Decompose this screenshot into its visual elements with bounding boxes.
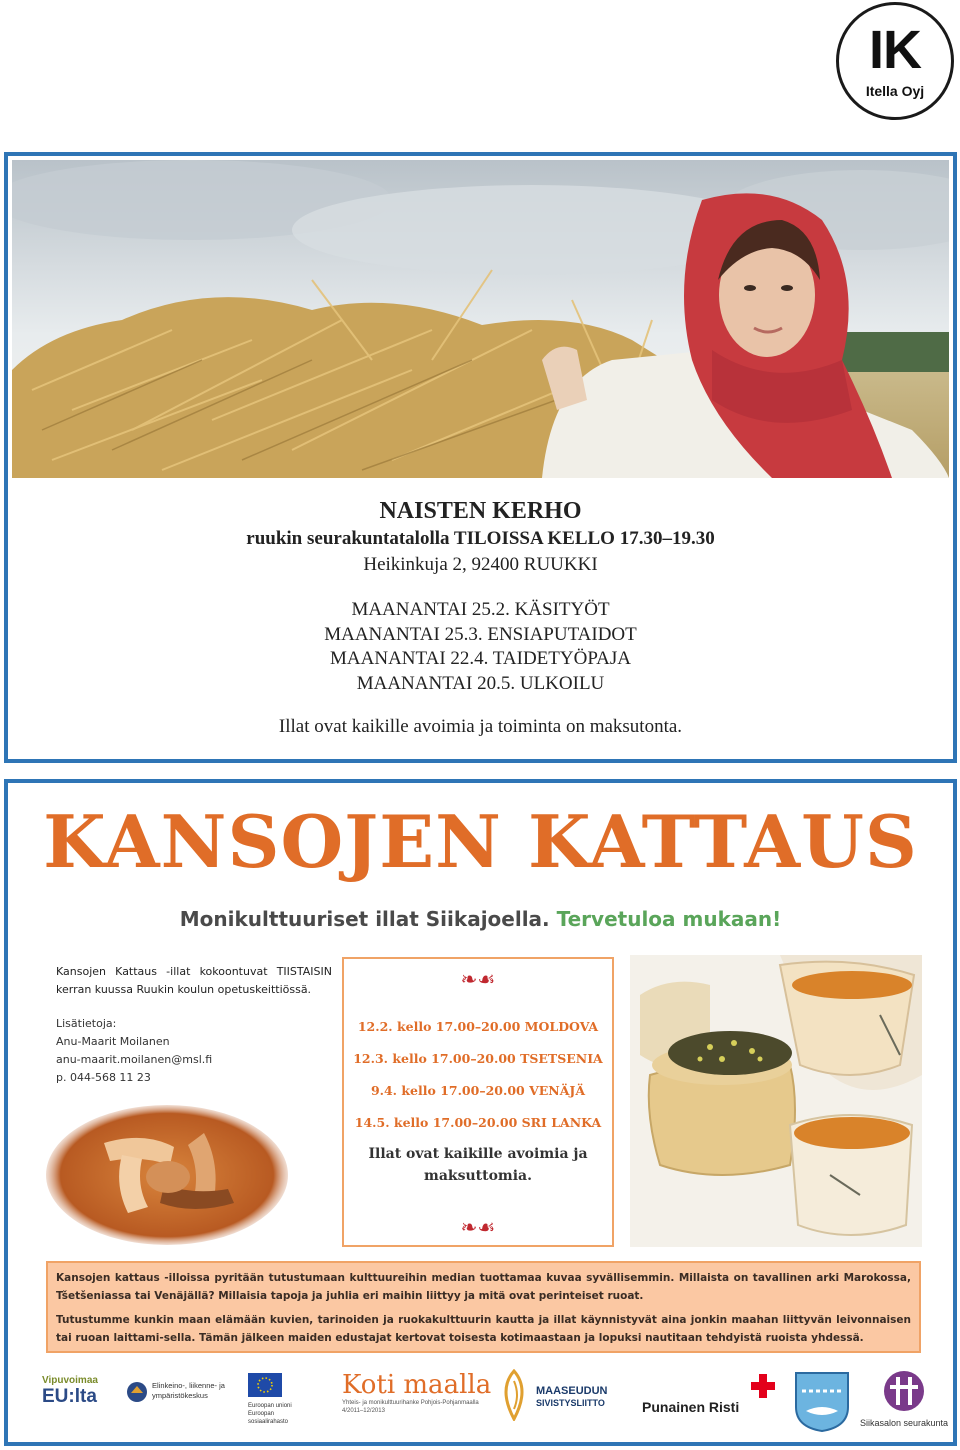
contact-email[interactable]: anu-maarit.moilanen@msl.fi bbox=[56, 1053, 213, 1066]
schedule-list bbox=[344, 1011, 612, 1139]
contact-label: Lisätietoja: bbox=[56, 1017, 117, 1030]
naisten-kerho-panel bbox=[4, 152, 957, 763]
maaseudun-text: MAASEUDUN bbox=[536, 1385, 608, 1397]
red-cross-icon bbox=[750, 1373, 776, 1399]
kansojen-kattaus-panel bbox=[4, 779, 957, 1446]
ely-text: Elinkeino-, liikenne- ja ympäristökeskus bbox=[152, 1381, 225, 1400]
event-venue: ruukin seurakuntatalolla TILOISSA KELLO 17.30–19.30 bbox=[246, 528, 715, 549]
eulta-text: EU:lta bbox=[42, 1386, 97, 1407]
kattaus-subtitle-line bbox=[8, 907, 953, 931]
ornament-icon: ❧☙ bbox=[460, 1215, 496, 1239]
event-title: NAISTEN KERHO bbox=[379, 498, 582, 524]
maaseudun-sivistysliitto-logo bbox=[496, 1369, 636, 1421]
photo-tea-cups bbox=[630, 955, 922, 1247]
schedule-item: 12.2. kello 17.00–20.00 MOLDOVA bbox=[357, 1019, 599, 1034]
sponsor-logos bbox=[8, 1369, 953, 1439]
vipuvoimaa-logo bbox=[42, 1375, 122, 1408]
photo-joined-hands bbox=[44, 1103, 290, 1247]
punainen-risti-logo bbox=[642, 1373, 782, 1415]
punainen-risti-text: Punainen Risti bbox=[642, 1399, 740, 1415]
session-list bbox=[8, 598, 953, 696]
schedule-item: 9.4. kello 17.00–20.00 VENÄJÄ bbox=[370, 1083, 586, 1098]
contact-info bbox=[56, 1015, 276, 1087]
session-item: MAANANTAI 25.3. ENSIAPUTAIDOT bbox=[324, 623, 637, 645]
vipuvoimaa-text: Vipuvoimaa bbox=[42, 1375, 98, 1386]
description-paragraph: Kansojen kattaus -illoissa pyritään tutustumaan kulttuureihin median tuottamaa kuvaa syvällisemmin. Millaista on tavallinen arki Marokossa, Tšetšeniassa tai Venäjällä? Millaisia tapoja ja juhlia eri maihin liittyy ja mitä ovat perinteiset ruoat. bbox=[56, 1272, 911, 1302]
siikasalon-seurakunta-logo bbox=[856, 1369, 952, 1428]
session-item: MAANANTAI 25.2. KÄSITYÖT bbox=[351, 599, 610, 620]
ely-logo bbox=[126, 1381, 236, 1403]
event-note: Illat ovat kaikille avoimia ja toiminta on maksutonta. bbox=[278, 716, 683, 737]
ely-emblem-icon bbox=[126, 1381, 148, 1403]
koti-maalla-subtext: Yhteis- ja monikulttuurihanke Pohjois-Pohjanmaalla bbox=[342, 1400, 479, 1406]
church-cross-icon bbox=[882, 1369, 926, 1413]
contact-name: Anu-Maarit Moilanen bbox=[56, 1035, 170, 1048]
itella-logo-name: Itella Oyj bbox=[865, 83, 925, 99]
event-details bbox=[8, 496, 953, 740]
schedule-note: Illat ovat kaikille avoimia ja maksuttomia. bbox=[368, 1146, 588, 1184]
itella-logo bbox=[836, 2, 954, 120]
session-item: MAANANTAI 20.5. ULKOILU bbox=[356, 672, 605, 694]
kattaus-intro: Kansojen Kattaus -illat kokoontuvat TIISTAISIN kerran kuussa Ruukin koulun opetuskeittiössä. bbox=[56, 965, 332, 996]
kattaus-subtitle: Monikulttuuriset illat Siikajoella. bbox=[179, 907, 550, 931]
description-box bbox=[46, 1261, 921, 1353]
contact-phone: p. 044-568 11 23 bbox=[56, 1071, 151, 1084]
session-item: MAANANTAI 22.4. TAIDETYÖPAJA bbox=[330, 648, 631, 669]
siikajoki-coat-of-arms-icon bbox=[794, 1371, 850, 1433]
kattaus-title: KANSOJEN KATTAUS bbox=[43, 799, 918, 884]
eu-fund-logo bbox=[248, 1373, 312, 1426]
koti-maalla-logo bbox=[342, 1371, 492, 1415]
eu-flag-icon bbox=[248, 1373, 282, 1397]
description-paragraph: Tutustumme kunkin maan elämään kuvien, tarinoiden ja ruokakulttuurin kautta ja illat käynnistyvät aina jonkin maahan liittyvän leivonnaisen tai ruoan laittami-sella. Tämän jälkeen maiden edustajat kertovat toisesta kotimaastaan ja lopuksi nautitaan tehdyistä ruoista yhdessä. bbox=[56, 1314, 911, 1344]
schedule-box bbox=[342, 957, 614, 1247]
welcome-text: Tervetuloa mukaan! bbox=[556, 907, 782, 931]
eu-fund-text: Euroopan unioni Euroopan sosiaalirahasto bbox=[248, 1403, 292, 1425]
ornament-icon: ❧☙ bbox=[460, 967, 496, 991]
leaf-emblem-icon bbox=[496, 1369, 532, 1421]
sivistysliitto-text: SIVISTYSLIITTO bbox=[536, 1398, 605, 1408]
koti-maalla-text: Koti maalla bbox=[342, 1370, 492, 1400]
koti-maalla-years: 4/2011–12/2013 bbox=[342, 1408, 385, 1414]
itella-logo-mark: IK bbox=[869, 20, 921, 80]
photo-woman-with-straw bbox=[12, 160, 949, 478]
schedule-item: 12.3. kello 17.00–20.00 TSETSENIA bbox=[353, 1051, 603, 1066]
schedule-item: 14.5. kello 17.00–20.00 SRI LANKA bbox=[354, 1115, 602, 1130]
siikasalon-text: Siikasalon seurakunta bbox=[859, 1418, 949, 1428]
event-address: Heikinkuja 2, 92400 RUUKKI bbox=[363, 554, 598, 575]
